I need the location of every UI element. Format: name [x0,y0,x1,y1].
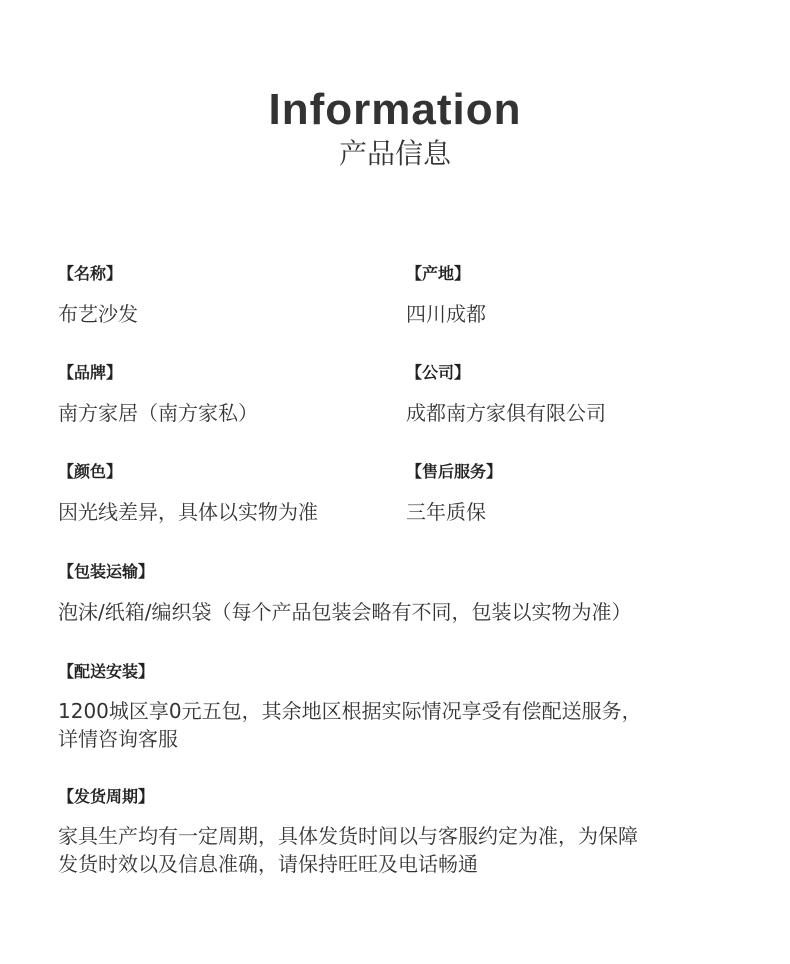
field-name-value: 布艺沙发 [58,302,138,326]
field-brand [58,362,258,427]
field-origin-label: 【产地】 [406,264,471,283]
field-name [58,263,138,328]
field-origin-value: 四川成都 [406,302,486,326]
field-packaging-label: 【包装运输】 [58,562,155,581]
field-after-sales-label: 【售后服务】 [406,462,503,481]
field-shipping-period-line2: 发货时效以及信息准确，请保持旺旺及电话畅通 [58,852,478,876]
field-delivery-install-line2: 详情咨询客服 [58,727,178,751]
field-color-label: 【颜色】 [58,462,123,481]
page-header [0,84,790,172]
field-after-sales-value: 三年质保 [406,500,486,524]
field-delivery-install-line1: 1200城区享0元五包，其余地区根据实际情况享受有偿配送服务， [58,699,642,723]
field-after-sales [406,461,502,526]
field-company [406,362,606,427]
field-packaging [58,561,631,626]
field-shipping-period-line1: 家具生产均有一定周期，具体发货时间以与客服约定为准，为保障 [58,824,638,848]
field-name-label: 【名称】 [58,264,123,283]
field-brand-value: 南方家居（南方家私） [58,401,258,425]
field-color [58,461,318,526]
title-chinese: 产品信息 [338,137,451,170]
field-shipping-period [58,786,638,878]
field-brand-label: 【品牌】 [58,363,123,382]
field-packaging-value: 泡沫/纸箱/编织袋（每个产品包装会略有不同，包装以实物为准） [58,600,632,624]
field-delivery-install-label: 【配送安装】 [58,662,155,681]
field-color-value: 因光线差异，具体以实物为准 [58,500,318,524]
field-delivery-install [58,661,642,753]
field-origin [406,263,486,328]
title-english: Information [268,85,522,134]
field-company-value: 成都南方家俱有限公司 [406,401,606,425]
field-company-label: 【公司】 [406,363,471,382]
field-shipping-period-label: 【发货周期】 [58,787,155,806]
